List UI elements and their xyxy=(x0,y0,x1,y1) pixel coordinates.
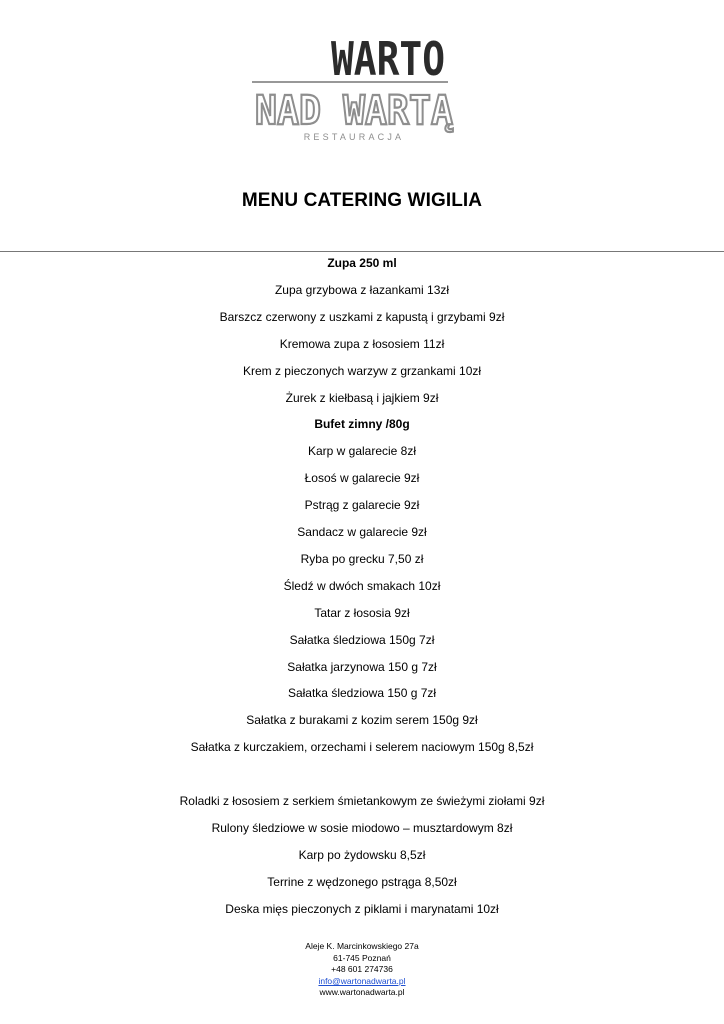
menu-item: Krem z pieczonych warzyw z grzankami 10zł xyxy=(242,363,482,378)
menu-section-heading: Bufet zimny /80g xyxy=(314,417,410,432)
menu-section-heading: Zupa 250 ml xyxy=(327,256,397,270)
menu-item: Ryba po grecku 7,50 zł xyxy=(300,551,424,566)
footer-postal: 61-745 Poznań xyxy=(333,952,391,963)
menu-item: Deska mięs pieczonych z piklami i marynatami 10zł xyxy=(225,901,499,916)
page-title: MENU CATERING WIGILIA xyxy=(241,190,483,211)
menu-item: Barszcz czerwony z uszkami z kapustą i grzybami 9zł xyxy=(219,309,505,324)
logo-tagline: RESTAURACJA xyxy=(303,132,405,142)
footer-address: Aleje K. Marcinkowskiego 27a xyxy=(305,941,419,951)
menu-item: Terrine z wędzonego pstrąga 8,50zł xyxy=(267,874,457,889)
title-divider xyxy=(0,251,724,252)
menu-item: Zupa grzybowa z łazankami 13zł xyxy=(274,282,450,297)
menu-item: Sałatka z burakami z kozim serem 150g 9zł xyxy=(246,713,478,728)
menu-item: Żurek z kiełbasą i jajkiem 9zł xyxy=(285,390,439,405)
menu-item: Kremowa zupa z łososiem 11zł xyxy=(279,336,445,351)
footer-email-link[interactable]: info@wartonadwarta.pl xyxy=(318,975,406,986)
menu-item: Śledź w dwóch smakach 10zł xyxy=(283,578,441,593)
menu-item: Sandacz w galarecie 9zł xyxy=(297,525,427,539)
menu-item: Tatar z łososia 9zł xyxy=(314,605,410,620)
menu-item: Roladki z łososiem z serkiem śmietankowym ze świeżymi ziołami 9zł xyxy=(179,794,545,809)
footer-contact xyxy=(0,941,724,999)
menu-item: Łosoś w galarecie 9zł xyxy=(304,471,420,486)
menu-item: Sałatka z kurczakiem, orzechami i selerem naciowym 150g 8,5zł xyxy=(190,740,534,755)
menu-item: Sałatka śledziowa 150g 7zł xyxy=(289,632,435,647)
footer-phone: +48 601 274736 xyxy=(331,964,393,975)
menu-item: Pstrąg z galarecie 9zł xyxy=(304,498,420,513)
logo-line1: WARTO xyxy=(331,32,445,86)
logo-line2: NAD WARTĄ xyxy=(255,88,453,134)
menu-item: Karp w galarecie 8zł xyxy=(307,444,417,459)
menu-item: Sałatka jarzynowa 150 g 7zł xyxy=(287,659,437,674)
footer-website: www.wartonadwarta.pl xyxy=(319,987,405,998)
menu-item: Rulony śledziowe w sosie miodowo – musztardowym 8zł xyxy=(211,821,513,835)
restaurant-logo xyxy=(248,28,468,148)
menu-item: Sałatka śledziowa 150 g 7zł xyxy=(287,686,437,701)
menu-item: Karp po żydowsku 8,5zł xyxy=(298,847,426,862)
